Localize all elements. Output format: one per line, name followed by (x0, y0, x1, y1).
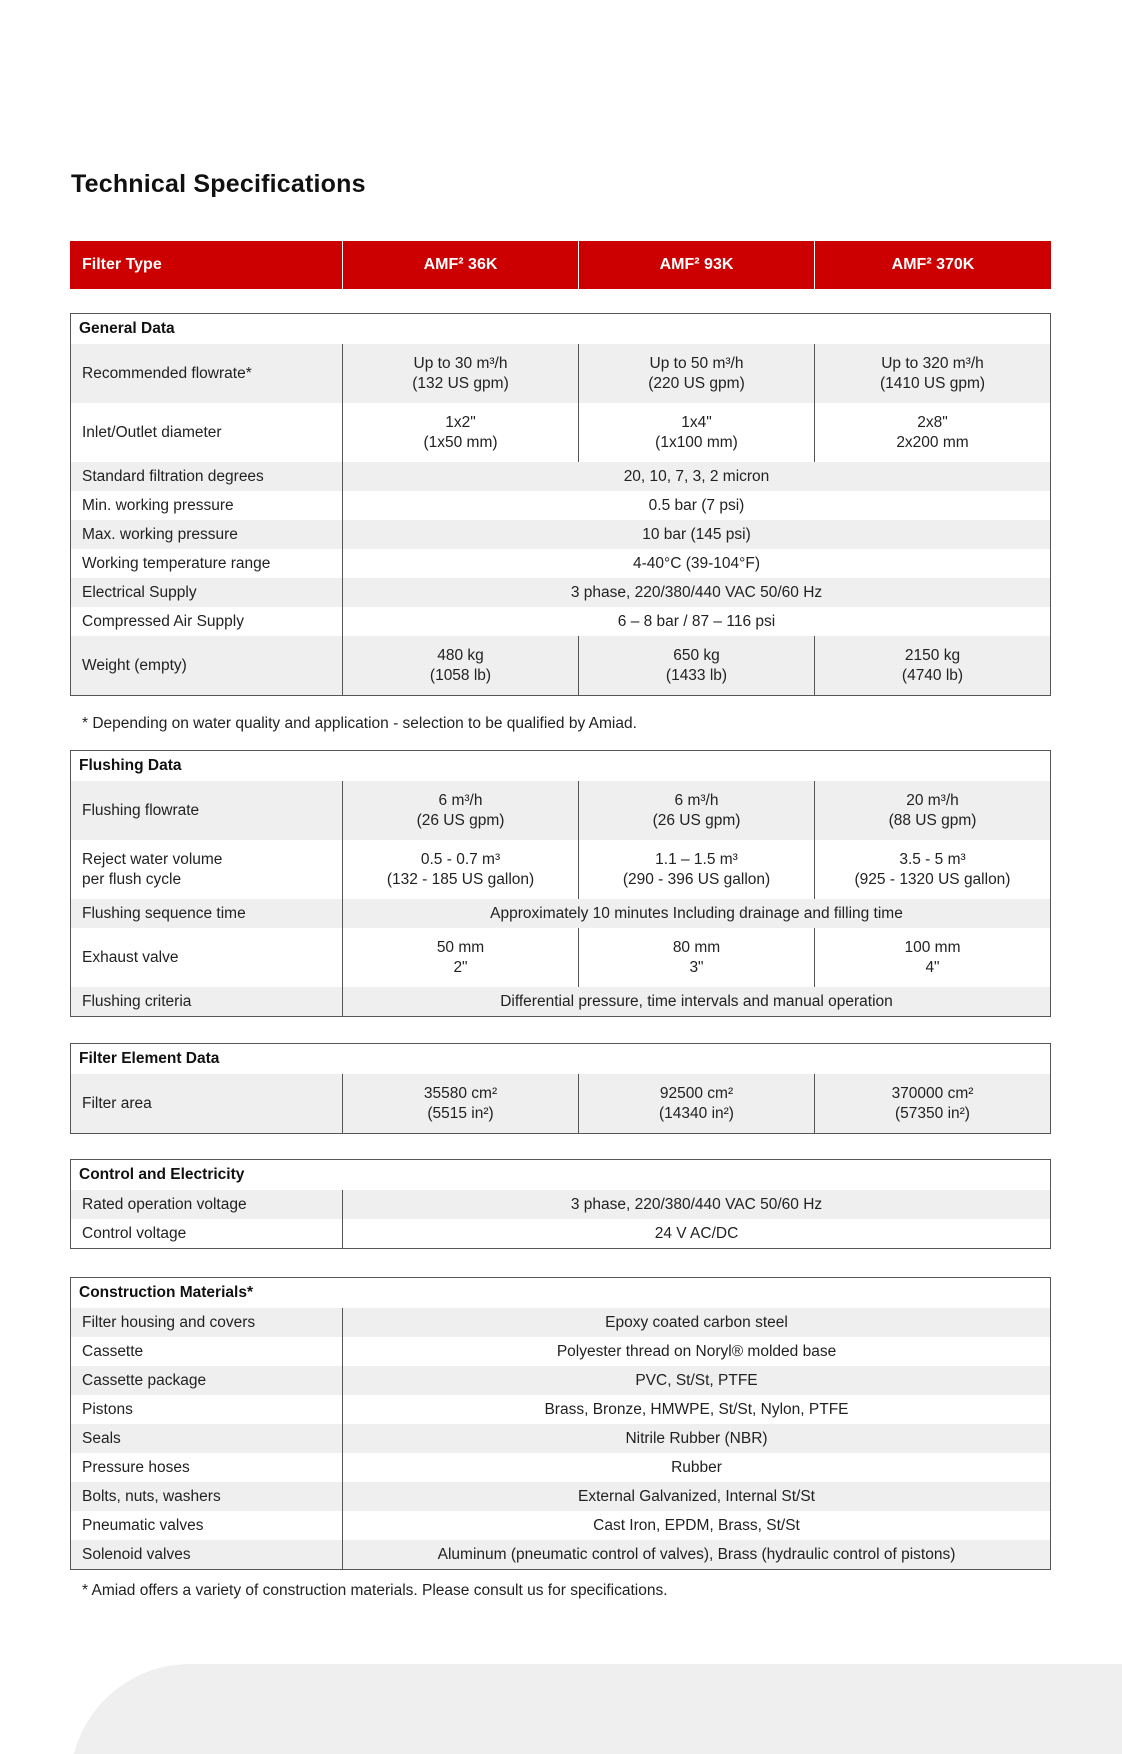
section-title: Flushing Data (79, 757, 182, 774)
section-title: Filter Element Data (79, 1050, 220, 1067)
model-header-370k: AMF² 370K (814, 241, 1051, 289)
row-value: 6 m³/h (26 US gpm) (343, 781, 579, 840)
table-row (71, 1366, 1050, 1395)
row-value: 2150 kg (4740 lb) (901, 646, 964, 684)
row-value: 3.5 - 5 m³ (925 - 1320 US gallon) (854, 850, 1011, 888)
table-row (71, 344, 1050, 403)
row-value: Nitrile Rubber (NBR) (625, 1429, 768, 1447)
table-row (71, 1190, 1050, 1219)
table-row (71, 462, 1050, 491)
row-value: Up to 320 m³/h (1410 US gpm) (879, 354, 986, 392)
table-row (71, 549, 1050, 578)
row-value: 3 phase, 220/380/440 VAC 50/60 Hz (570, 583, 823, 601)
row-value: 2x8" 2x200 mm (896, 413, 969, 451)
general-footnote: * Depending on water quality and application - selection to be qualified by Amiad. (82, 715, 637, 732)
row-value: 80 mm 3" (579, 928, 815, 987)
table-row (71, 1395, 1050, 1424)
row-value: 650 kg (1433 lb) (579, 636, 815, 695)
row-value: 100 mm 4" (904, 938, 961, 976)
row-label: Flushing sequence time (71, 899, 343, 928)
row-value: Up to 30 m³/h (132 US gpm) (343, 344, 579, 403)
row-label: Max. working pressure (71, 520, 343, 549)
model-header-36k: AMF² 36K (342, 241, 578, 289)
section-title: Control and Electricity (79, 1166, 245, 1183)
table-row (71, 1540, 1050, 1569)
table-row (71, 1424, 1050, 1453)
table-row (71, 1074, 1050, 1133)
row-value: PVC, St/St, PTFE (635, 1371, 758, 1389)
table-row (71, 578, 1050, 607)
table-row (71, 403, 1050, 462)
materials-footnote: * Amiad offers a variety of construction materials. Please consult us for specifications. (82, 1582, 668, 1599)
flushing-data-section (70, 750, 1051, 1017)
row-value: 480 kg (1058 lb) (343, 636, 579, 695)
row-value: 10 bar (145 psi) (642, 525, 751, 543)
row-label: Bolts, nuts, washers (71, 1482, 343, 1511)
row-value: 6 m³/h (26 US gpm) (579, 781, 815, 840)
decorative-footer-shape (70, 1664, 1122, 1754)
row-value: 0.5 - 0.7 m³ (132 - 185 US gallon) (343, 840, 579, 899)
row-value: Rubber (671, 1458, 722, 1476)
page-title: Technical Specifications (71, 170, 366, 198)
control-electricity-section (70, 1159, 1051, 1249)
row-label: Compressed Air Supply (71, 607, 343, 636)
row-value: Approximately 10 minutes Including drainage and filling time (490, 904, 903, 922)
row-value: Brass, Bronze, HMWPE, St/St, Nylon, PTFE (544, 1400, 849, 1418)
table-row (71, 1308, 1050, 1337)
section-title: Construction Materials* (79, 1284, 253, 1301)
row-value: 20, 10, 7, 3, 2 micron (623, 467, 770, 485)
filter-element-section (70, 1043, 1051, 1134)
table-row (71, 1453, 1050, 1482)
row-label: Solenoid valves (71, 1540, 343, 1569)
table-row (71, 928, 1050, 987)
row-label: Standard filtration degrees (71, 462, 343, 491)
table-row (71, 636, 1050, 695)
section-title: General Data (79, 320, 175, 337)
row-label: Pneumatic valves (71, 1511, 343, 1540)
row-value: 6 – 8 bar / 87 – 116 psi (617, 612, 776, 630)
table-row (71, 520, 1050, 549)
general-data-section (70, 313, 1051, 696)
row-label: Reject water volume per flush cycle (71, 840, 343, 899)
row-value: 3 phase, 220/380/440 VAC 50/60 Hz (570, 1195, 823, 1213)
row-value: 0.5 bar (7 psi) (648, 496, 745, 514)
table-row (71, 491, 1050, 520)
row-value: 4-40°C (39-104°F) (633, 554, 760, 572)
row-label: Filter area (71, 1074, 343, 1133)
row-value: Differential pressure, time intervals and manual operation (500, 992, 893, 1010)
row-value: Epoxy coated carbon steel (605, 1313, 788, 1331)
row-label: Seals (71, 1424, 343, 1453)
row-value: 20 m³/h (88 US gpm) (888, 791, 977, 829)
row-value: 92500 cm² (14340 in²) (579, 1074, 815, 1133)
row-value: 370000 cm² (57350 in²) (891, 1084, 974, 1122)
row-label: Flushing criteria (71, 987, 343, 1016)
row-value: 1x4" (1x100 mm) (579, 403, 815, 462)
row-value: Polyester thread on Noryl® molded base (556, 1342, 837, 1360)
row-label: Weight (empty) (71, 636, 343, 695)
table-row (71, 781, 1050, 840)
row-label: Filter housing and covers (71, 1308, 343, 1337)
row-label: Electrical Supply (71, 578, 343, 607)
row-label: Recommended flowrate* (71, 344, 343, 403)
row-label: Working temperature range (71, 549, 343, 578)
filter-type-label: Filter Type (82, 256, 162, 273)
row-value: Aluminum (pneumatic control of valves), Brass (hydraulic control of pistons) (437, 1545, 956, 1563)
table-row (71, 1337, 1050, 1366)
row-label: Cassette (71, 1337, 343, 1366)
row-value: 1.1 – 1.5 m³ (290 - 396 US gallon) (579, 840, 815, 899)
row-value: External Galvanized, Internal St/St (578, 1487, 815, 1505)
row-label: Min. working pressure (71, 491, 343, 520)
row-label: Control voltage (71, 1219, 343, 1248)
row-value: 50 mm 2" (343, 928, 579, 987)
row-value: Up to 50 m³/h (220 US gpm) (579, 344, 815, 403)
row-value: 1x2" (1x50 mm) (343, 403, 579, 462)
row-value: 24 V AC/DC (654, 1224, 739, 1242)
model-header-93k: AMF² 93K (578, 241, 814, 289)
table-row (71, 607, 1050, 636)
table-row (71, 1482, 1050, 1511)
row-label: Exhaust valve (71, 928, 343, 987)
table-row (71, 1511, 1050, 1540)
table-row (71, 1219, 1050, 1248)
row-label: Pressure hoses (71, 1453, 343, 1482)
table-row (71, 899, 1050, 928)
row-label: Cassette package (71, 1366, 343, 1395)
row-label: Inlet/Outlet diameter (71, 403, 343, 462)
filter-type-header (70, 241, 1051, 289)
row-label: Flushing flowrate (71, 781, 343, 840)
row-label: Pistons (71, 1395, 343, 1424)
row-value: 35580 cm² (5515 in²) (343, 1074, 579, 1133)
table-row (71, 987, 1050, 1016)
table-row (71, 840, 1050, 899)
row-label: Rated operation voltage (71, 1190, 343, 1219)
construction-materials-section (70, 1277, 1051, 1570)
row-value: Cast Iron, EPDM, Brass, St/St (593, 1516, 800, 1534)
